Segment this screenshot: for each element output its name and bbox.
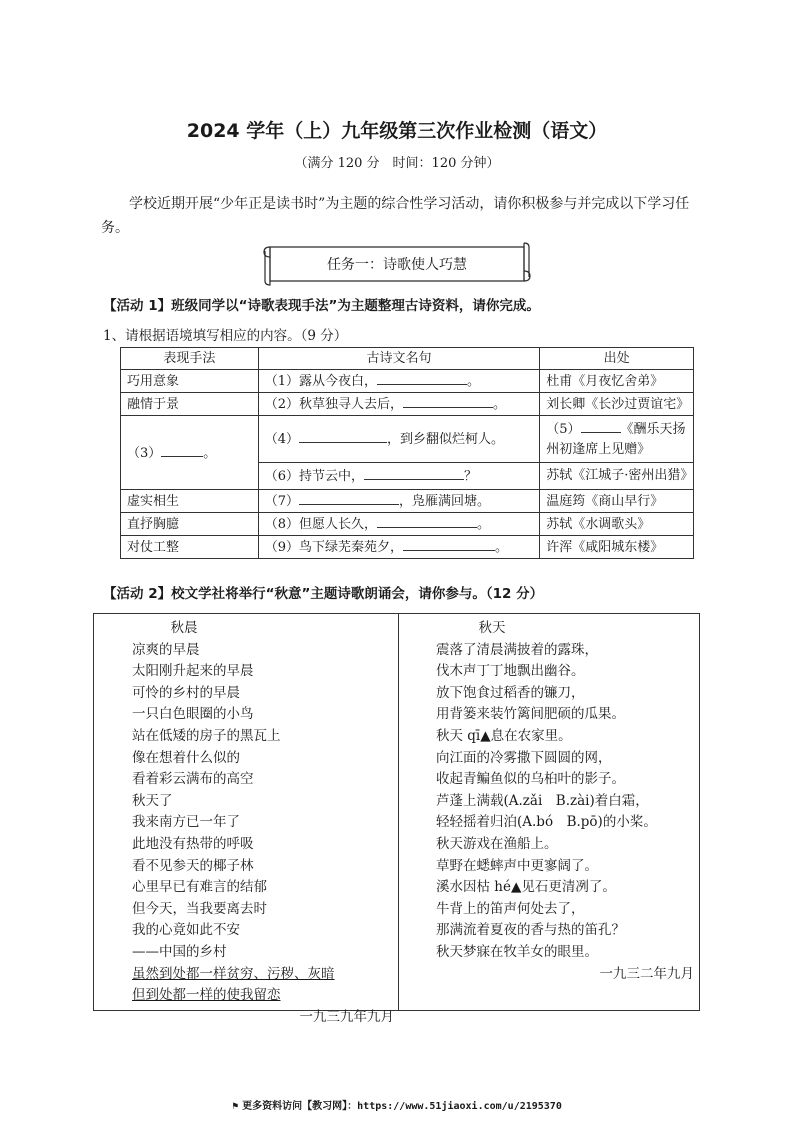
poem-line: 像在想着什么似的	[132, 749, 240, 766]
line-cell: （1）露从今夜白， 。	[258, 370, 540, 393]
table-row	[121, 393, 694, 416]
footer-link[interactable]	[0, 1097, 794, 1112]
activity2-heading: 【活动 2】校文学社将举行“秋意”主题诗歌朗诵会，请你参与。（12 分）	[103, 586, 544, 602]
poem-line: 一只白色眼圈的小鸟	[132, 706, 254, 723]
poem-line: 我的心竟如此不安	[132, 922, 240, 939]
poem-left	[132, 618, 394, 1028]
poem-line: 芦蓬上满载(A.zǎi B.zài)着白霜，	[436, 792, 649, 809]
task-banner	[262, 241, 532, 287]
intro-paragraph: 学校近期开展“少年正是读书时”为主题的综合性学习活动，请你积极参与并完成以下学习任务。	[101, 196, 690, 236]
poem-date: 一九三九年九月	[299, 1008, 394, 1025]
table-header: 出处	[540, 348, 694, 370]
poem-line: 向江面的冷雾撒下圆圆的网，	[436, 749, 612, 766]
poem-line: 放下饱食过稻香的镰刀，	[436, 684, 585, 701]
method-cell: 融情于景	[121, 393, 259, 416]
source-cell: 苏轼《江城子·密州出猎》	[540, 463, 694, 490]
poem-line: 太阳刚升起来的早晨	[132, 663, 254, 680]
poem-line: 草野在蟋蟀声中更寥阔了。	[436, 857, 598, 874]
method-cell: （3） 。	[121, 416, 259, 490]
answer-blank[interactable]	[581, 418, 621, 433]
line-cell: （2）秋草独寻人去后， 。	[258, 393, 540, 416]
poem-line-underlined: 但到处都一样的使我留恋	[132, 987, 281, 1004]
poem-line: 用背篓来装竹篱间肥硕的瓜果。	[436, 706, 625, 723]
poem-line: 看着彩云满布的高空	[132, 771, 254, 788]
source-cell: 苏轼《水调歌头》	[540, 513, 694, 536]
poem-line: 秋天游戏在渔船上。	[436, 835, 558, 852]
source-cell: 许浑《咸阳城东楼》	[540, 536, 694, 559]
poem-line: 此地没有热带的呼吸	[132, 835, 254, 852]
poem-title: 秋天	[478, 620, 506, 636]
poem-line: 看不见参天的椰子林	[132, 857, 254, 874]
table-row	[121, 490, 694, 513]
poem-title: 秋晨	[170, 620, 198, 636]
poem-line: 溪水因枯 hé▲见石更清冽了。	[436, 879, 616, 896]
line-cell: （8）但愿人长久， 。	[258, 513, 540, 536]
poem-line: 心里早已有难言的结郁	[132, 879, 267, 896]
answer-blank[interactable]	[299, 428, 387, 443]
activity1-heading: 【活动 1】班级同学以“诗歌表现手法”为主题整理古诗资料，请你完成。	[103, 298, 540, 314]
poem-line: 我来南方已一年了	[132, 814, 240, 831]
task-title: 任务一：诗歌使人巧慧	[327, 257, 467, 273]
exam-info: （满分 120 分 时间：120 分钟）	[294, 156, 500, 171]
poem-line: 秋天 qī▲息在农家里。	[436, 727, 572, 744]
poem-line: 但今天，当我要离去时	[132, 900, 267, 917]
poem-line: 凉爽的早晨	[132, 641, 200, 658]
poem-line: 可怜的乡村的早晨	[132, 684, 240, 701]
method-cell: 直抒胸臆	[121, 513, 259, 536]
source-cell: 温庭筠《商山早行》	[540, 490, 694, 513]
question1-prompt: 1、请根据语境填写相应的内容。（9 分）	[103, 328, 348, 344]
line-cell: （7） ，凫雁满回塘。	[258, 490, 540, 513]
poem-line: 收起青鳊鱼似的乌桕叶的影子。	[436, 771, 625, 788]
table-row	[121, 370, 694, 393]
poem-box	[93, 613, 700, 1025]
line-cell: （4） ，到乡翻似烂柯人。	[258, 416, 540, 463]
table-header-row	[121, 348, 694, 370]
method-cell: 对仗工整	[121, 536, 259, 559]
poem-line: 轻轻摇着归泊(A.bó B.pō)的小桨。	[436, 814, 657, 831]
poem-line: 站在低矮的房子的黑瓦上	[132, 727, 281, 744]
answer-blank[interactable]	[377, 513, 477, 528]
poem-line: 震落了清晨满披着的露珠，	[436, 641, 598, 658]
poem-table	[120, 347, 694, 559]
line-cell: （9）鸟下绿芜秦苑夕， 。	[258, 536, 540, 559]
answer-blank[interactable]	[161, 442, 203, 457]
poem-line: 秋天梦寐在牧羊女的眼里。	[436, 943, 598, 960]
answer-blank[interactable]	[403, 536, 495, 551]
poem-date: 一九三二年九月	[599, 965, 694, 982]
page-title: 2024 学年（上）九年级第三次作业检测（语文）	[186, 120, 608, 142]
table-row	[121, 513, 694, 536]
answer-blank[interactable]	[299, 490, 399, 505]
answer-blank[interactable]	[364, 465, 464, 480]
flag-icon: ⚑	[232, 1101, 239, 1112]
answer-blank[interactable]	[403, 393, 493, 408]
poem-line: 秋天了	[132, 792, 173, 809]
poem-line: ——中国的乡村	[132, 943, 227, 960]
table-header: 古诗文名句	[258, 348, 540, 370]
poem-line: 牛背上的笛声何处去了，	[436, 900, 585, 917]
method-cell: 巧用意象	[121, 370, 259, 393]
poem-line: 伐木声丁丁地飘出幽谷。	[436, 663, 585, 680]
method-cell: 虚实相生	[121, 490, 259, 513]
poem-line-underlined: 虽然到处都一样贫穷、污秽、灰暗	[132, 965, 335, 982]
table-header: 表现手法	[121, 348, 259, 370]
source-cell: 刘长卿《长沙过贾谊宅》	[540, 393, 694, 416]
line-cell: （6）持节云中， ？	[258, 463, 540, 490]
poem-right	[436, 618, 694, 985]
answer-blank[interactable]	[377, 370, 467, 385]
source-cell: 杜甫《月夜忆舍弟》	[540, 370, 694, 393]
table-row	[121, 416, 694, 463]
table-row	[121, 536, 694, 559]
column-divider	[398, 614, 399, 1010]
footer-text: 更多资料访问【教习网】：https://www.51jiaoxi.com/u/2195370	[242, 1101, 562, 1112]
poem-line: 那满流着夏夜的香与热的笛孔？	[436, 922, 625, 939]
source-cell: （5） 《酬乐天扬州初逢席上见赠》	[540, 416, 694, 463]
